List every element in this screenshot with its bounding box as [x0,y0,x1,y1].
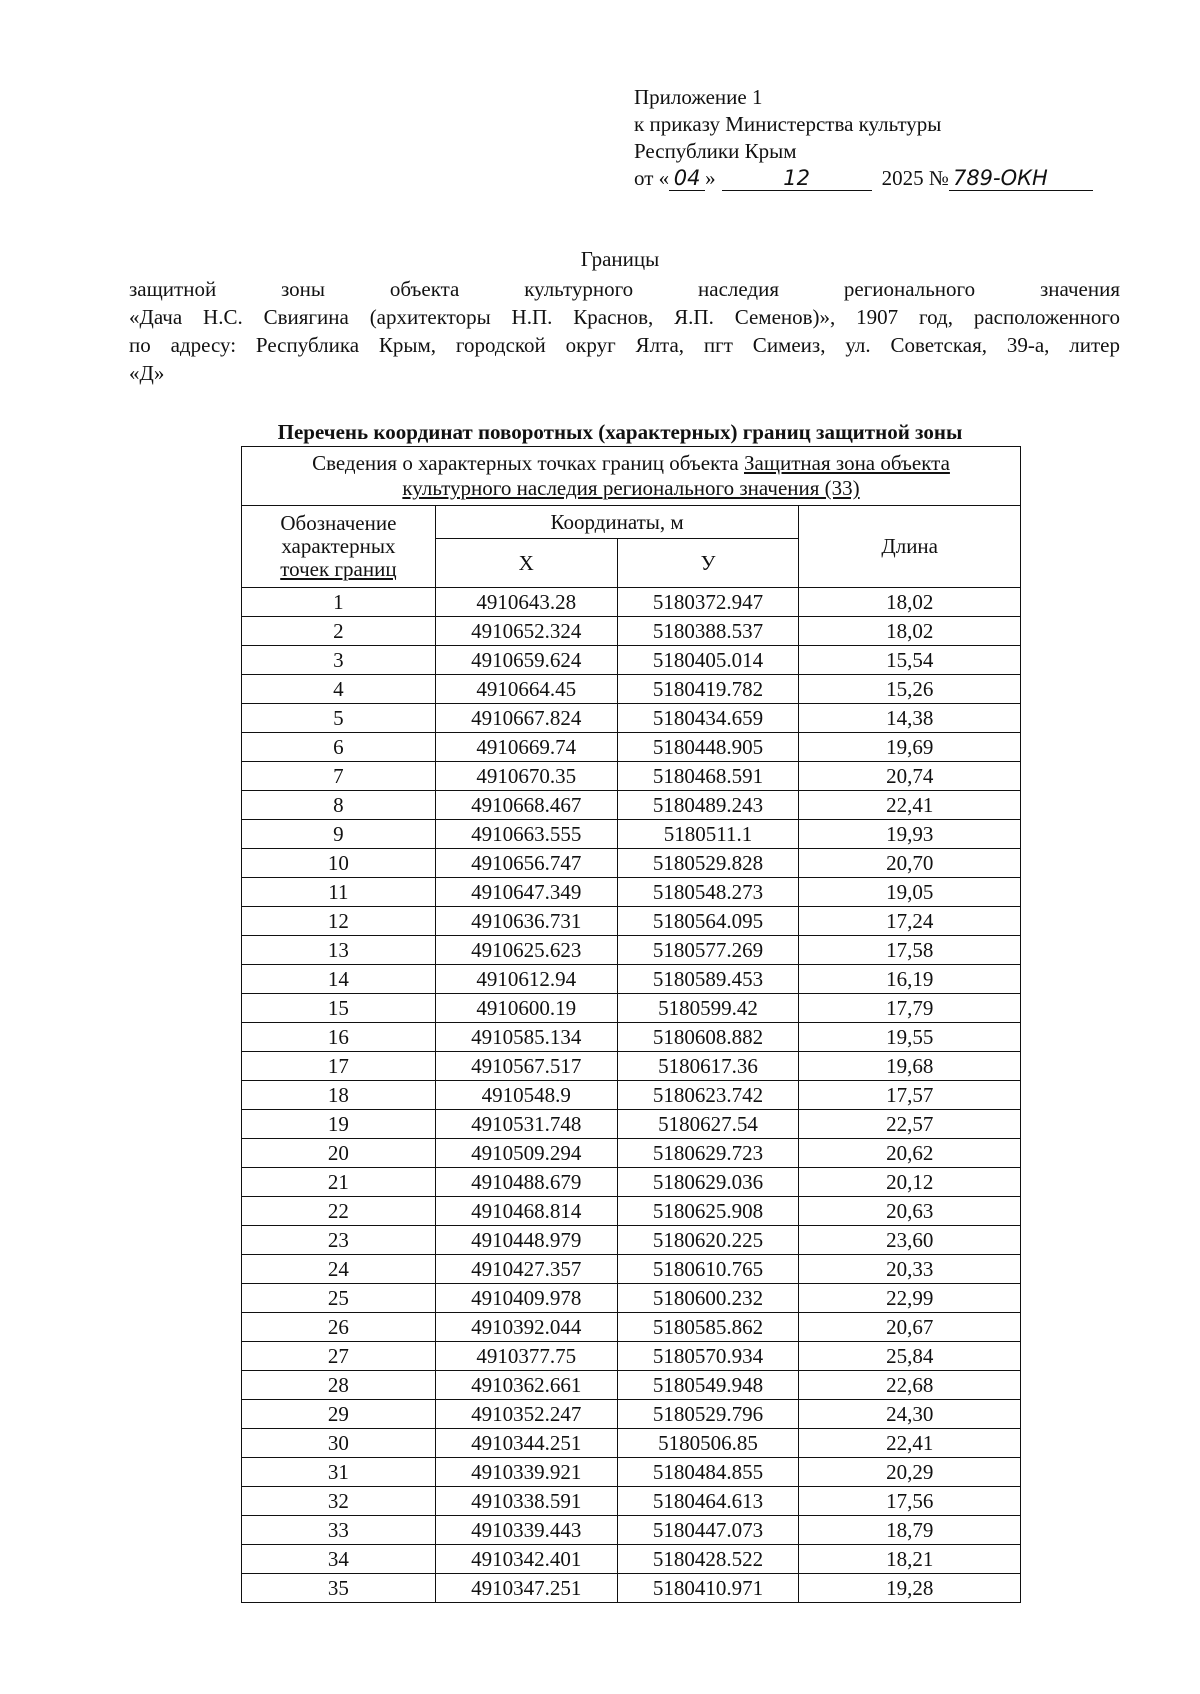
cell-point: 6 [242,733,436,762]
table-row [242,1023,1021,1052]
cell-x: 4910625.623 [435,936,617,965]
cell-point: 12 [242,907,436,936]
cell-point: 27 [242,1342,436,1371]
table-row [242,675,1021,704]
cell-x: 4910663.555 [435,820,617,849]
cell-x: 4910344.251 [435,1429,617,1458]
cell-length: 18,02 [799,617,1021,646]
cell-y: 5180448.905 [617,733,799,762]
description-line-4: «Д» [129,361,165,385]
table-row [242,1226,1021,1255]
cell-point: 24 [242,1255,436,1284]
cell-point: 16 [242,1023,436,1052]
table-row [242,1371,1021,1400]
cell-point: 7 [242,762,436,791]
table-row [242,1284,1021,1313]
cell-y: 5180599.42 [617,994,799,1023]
table-row [242,588,1021,617]
table-row [242,646,1021,675]
cell-y: 5180549.948 [617,1371,799,1400]
table-row [242,733,1021,762]
cell-length: 20,74 [799,762,1021,791]
table-row [242,849,1021,878]
table-row [242,1139,1021,1168]
cell-length: 17,58 [799,936,1021,965]
cell-y: 5180623.742 [617,1081,799,1110]
table-row [242,994,1021,1023]
cell-x: 4910548.9 [435,1081,617,1110]
table-row [242,1052,1021,1081]
cell-y: 5180610.765 [617,1255,799,1284]
table-body [242,588,1021,1603]
cell-y: 5180511.1 [617,820,799,849]
cell-point: 33 [242,1516,436,1545]
table-caption [242,447,1021,506]
cell-x: 4910468.814 [435,1197,617,1226]
table-row [242,1429,1021,1458]
header-point-designation [242,506,436,588]
header-length: Длина [799,506,1021,588]
header-x: Х [435,539,617,588]
table-row [242,1574,1021,1603]
cell-y: 5180506.85 [617,1429,799,1458]
table-row [242,1487,1021,1516]
cell-point: 17 [242,1052,436,1081]
cell-length: 22,57 [799,1110,1021,1139]
table-row [242,1458,1021,1487]
cell-length: 22,41 [799,1429,1021,1458]
cell-x: 4910448.979 [435,1226,617,1255]
table-row [242,762,1021,791]
cell-x: 4910339.443 [435,1516,617,1545]
cell-length: 20,29 [799,1458,1021,1487]
document-title: Границы [580,247,660,271]
cell-y: 5180564.095 [617,907,799,936]
table-row [242,820,1021,849]
cell-x: 4910531.748 [435,1110,617,1139]
cell-y: 5180600.232 [617,1284,799,1313]
cell-y: 5180629.723 [617,1139,799,1168]
cell-x: 4910427.357 [435,1255,617,1284]
cell-length: 20,63 [799,1197,1021,1226]
cell-x: 4910488.679 [435,1168,617,1197]
cell-x: 4910342.401 [435,1545,617,1574]
cell-x: 4910362.661 [435,1371,617,1400]
table-row [242,936,1021,965]
table-caption-object: Защитная зона объекта культурного наследия регионального значения (33) [402,451,950,500]
appendix-block [634,84,1093,192]
header-point-line-3: точек границ [280,557,397,581]
cell-x: 4910339.921 [435,1458,617,1487]
cell-y: 5180625.908 [617,1197,799,1226]
table-row [242,1168,1021,1197]
cell-x: 4910647.349 [435,878,617,907]
cell-length: 19,05 [799,878,1021,907]
table-row [242,1255,1021,1284]
cell-length: 17,24 [799,907,1021,936]
cell-point: 28 [242,1371,436,1400]
cell-y: 5180577.269 [617,936,799,965]
cell-length: 22,99 [799,1284,1021,1313]
cell-x: 4910670.35 [435,762,617,791]
cell-length: 17,57 [799,1081,1021,1110]
cell-y: 5180489.243 [617,791,799,820]
cell-point: 22 [242,1197,436,1226]
cell-x: 4910656.747 [435,849,617,878]
cell-length: 22,41 [799,791,1021,820]
cell-point: 1 [242,588,436,617]
appendix-line-3: Республики Крым [634,139,797,163]
appendix-line-1: Приложение 1 [634,85,763,109]
cell-point: 8 [242,791,436,820]
cell-x: 4910392.044 [435,1313,617,1342]
cell-point: 19 [242,1110,436,1139]
cell-y: 5180410.971 [617,1574,799,1603]
cell-y: 5180585.862 [617,1313,799,1342]
cell-length: 19,93 [799,820,1021,849]
cell-length: 17,56 [799,1487,1021,1516]
cell-length: 17,79 [799,994,1021,1023]
list-title: Перечень координат поворотных (характерных) границ защитной зоны [277,420,963,444]
cell-x: 4910636.731 [435,907,617,936]
cell-point: 21 [242,1168,436,1197]
cell-x: 4910652.324 [435,617,617,646]
date-prefix: от « [634,166,670,190]
cell-y: 5180589.453 [617,965,799,994]
cell-point: 32 [242,1487,436,1516]
table-row [242,1516,1021,1545]
order-date-line [634,165,1093,192]
cell-length: 20,12 [799,1168,1021,1197]
table-row [242,1400,1021,1429]
cell-x: 4910612.94 [435,965,617,994]
cell-y: 5180434.659 [617,704,799,733]
cell-length: 19,68 [799,1052,1021,1081]
cell-point: 34 [242,1545,436,1574]
header-coordinates: Координаты, м [435,506,799,539]
cell-length: 20,67 [799,1313,1021,1342]
coordinates-table [241,446,1021,1603]
table-row [242,1313,1021,1342]
cell-point: 3 [242,646,436,675]
cell-x: 4910585.134 [435,1023,617,1052]
cell-length: 18,79 [799,1516,1021,1545]
cell-point: 15 [242,994,436,1023]
cell-length: 19,69 [799,733,1021,762]
cell-x: 4910567.517 [435,1052,617,1081]
cell-point: 9 [242,820,436,849]
cell-y: 5180570.934 [617,1342,799,1371]
cell-x: 4910600.19 [435,994,617,1023]
table-row [242,1545,1021,1574]
year-and-number-label: 2025 № [881,166,949,190]
cell-y: 5180464.613 [617,1487,799,1516]
document-description [129,275,1120,387]
cell-x: 4910668.467 [435,791,617,820]
cell-y: 5180372.947 [617,588,799,617]
table-row [242,1081,1021,1110]
cell-length: 19,28 [799,1574,1021,1603]
cell-x: 4910669.74 [435,733,617,762]
table-row [242,965,1021,994]
cell-y: 5180447.073 [617,1516,799,1545]
cell-point: 11 [242,878,436,907]
appendix-line-2: к приказу Министерства культуры [634,112,942,136]
cell-point: 14 [242,965,436,994]
cell-x: 4910659.624 [435,646,617,675]
table-row [242,1197,1021,1226]
cell-point: 10 [242,849,436,878]
table-row [242,1342,1021,1371]
cell-y: 5180468.591 [617,762,799,791]
header-point-line-1: Обозначение [280,511,397,535]
cell-x: 4910352.247 [435,1400,617,1429]
cell-point: 23 [242,1226,436,1255]
cell-length: 15,26 [799,675,1021,704]
cell-x: 4910509.294 [435,1139,617,1168]
date-month: 12 [722,166,872,191]
cell-y: 5180608.882 [617,1023,799,1052]
date-mid: » [705,166,716,190]
cell-y: 5180620.225 [617,1226,799,1255]
cell-x: 4910643.28 [435,588,617,617]
cell-point: 26 [242,1313,436,1342]
cell-length: 19,55 [799,1023,1021,1052]
cell-y: 5180428.522 [617,1545,799,1574]
cell-point: 2 [242,617,436,646]
cell-length: 16,19 [799,965,1021,994]
order-number: 789-ОКН [949,166,1093,191]
cell-y: 5180548.273 [617,878,799,907]
cell-length: 25,84 [799,1342,1021,1371]
cell-x: 4910338.591 [435,1487,617,1516]
cell-point: 13 [242,936,436,965]
table-row [242,1110,1021,1139]
cell-x: 4910664.45 [435,675,617,704]
cell-y: 5180419.782 [617,675,799,704]
cell-point: 20 [242,1139,436,1168]
cell-point: 35 [242,1574,436,1603]
cell-y: 5180529.828 [617,849,799,878]
cell-y: 5180627.54 [617,1110,799,1139]
cell-point: 4 [242,675,436,704]
cell-length: 23,60 [799,1226,1021,1255]
description-line-3: по адресу: Республика Крым, городской округ Ялта, пгт Симеиз, ул. Советская, 39-а, литер [129,333,1120,357]
description-line-1: защитной зоны объекта культурного наследия регионального значения [129,277,1120,301]
table-caption-prefix: Сведения о характерных точках границ объекта [312,451,744,475]
cell-length: 18,21 [799,1545,1021,1574]
cell-point: 30 [242,1429,436,1458]
table-row [242,704,1021,733]
table-row [242,791,1021,820]
cell-point: 25 [242,1284,436,1313]
cell-point: 29 [242,1400,436,1429]
cell-length: 20,62 [799,1139,1021,1168]
cell-point: 31 [242,1458,436,1487]
header-y: У [617,539,799,588]
cell-point: 5 [242,704,436,733]
table-row [242,907,1021,936]
cell-length: 24,30 [799,1400,1021,1429]
cell-y: 5180617.36 [617,1052,799,1081]
cell-x: 4910667.824 [435,704,617,733]
cell-y: 5180484.855 [617,1458,799,1487]
table-row [242,878,1021,907]
cell-length: 20,70 [799,849,1021,878]
cell-length: 15,54 [799,646,1021,675]
cell-x: 4910377.75 [435,1342,617,1371]
cell-x: 4910347.251 [435,1574,617,1603]
cell-length: 14,38 [799,704,1021,733]
cell-x: 4910409.978 [435,1284,617,1313]
cell-y: 5180629.036 [617,1168,799,1197]
cell-length: 20,33 [799,1255,1021,1284]
date-day: 04 [669,166,705,191]
header-point-line-2: характерных [281,534,396,558]
cell-length: 22,68 [799,1371,1021,1400]
cell-point: 18 [242,1081,436,1110]
cell-y: 5180388.537 [617,617,799,646]
table-row [242,617,1021,646]
cell-y: 5180405.014 [617,646,799,675]
cell-y: 5180529.796 [617,1400,799,1429]
description-line-2: «Дача Н.С. Свиягина (архитекторы Н.П. Краснов, Я.П. Семенов)», 1907 год, расположенного [129,305,1120,329]
cell-length: 18,02 [799,588,1021,617]
